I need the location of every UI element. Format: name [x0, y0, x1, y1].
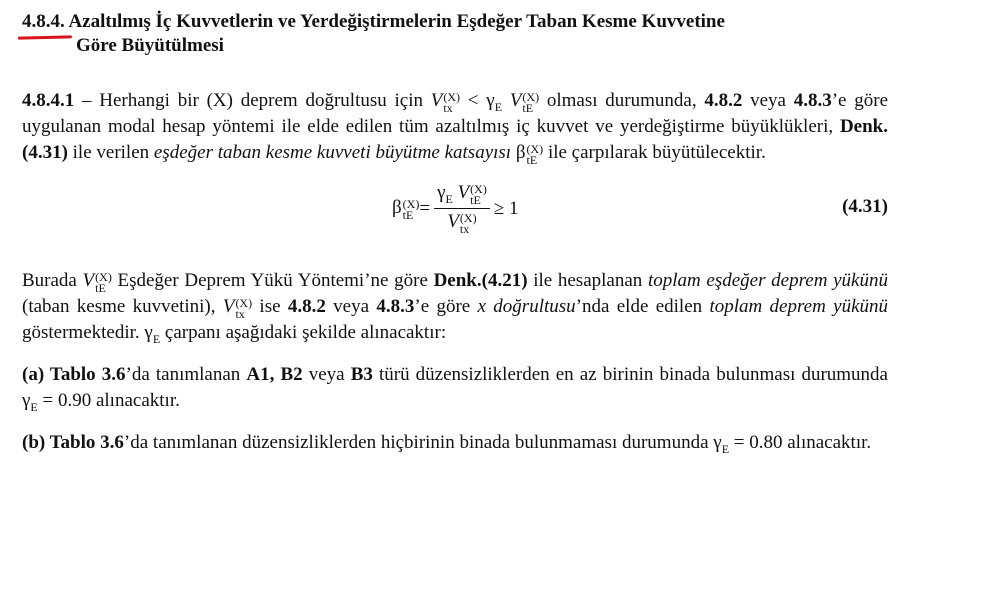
symbol-gamma-e: $\gamma_E$ [22, 390, 38, 414]
section-title-line1: Azaltılmış İç Kuvvetlerin ve Yerdeğiştirmelerin Eşdeğer Taban Kesme Kuvvetine [68, 11, 725, 32]
symbol-gamma-e: $\gamma_E$ [713, 432, 730, 456]
italic-term: x doğrultusu [477, 296, 576, 317]
eq-numerator: $\gamma_E$ V (X) tE [434, 182, 490, 209]
ref-denk-4-31: Denk.(4.31) [22, 116, 888, 163]
ref-denk-4-21: Denk.(4.21) [433, 270, 528, 291]
value-0-80: = 0.80 [729, 432, 783, 453]
italic-term: toplam eşdeğer deprem yükünü [647, 270, 888, 291]
italic-term: toplam deprem yükünü [709, 296, 889, 317]
paragraph-number: 4.8.4.1 [22, 90, 75, 111]
paragraph-4-8-4-1: 4.8.4.1 – Herhangi bir (X) deprem doğrultusu için V (X) tx < $\gamma_E$ V (X) tE olması durumunda, 4.8.2 veya 4.8.3’e göre uygulanan modal hesap yöntemi ile elde edilen tüm azaltılmış iç kuvvet ve yerdeğiştirme büyüklükleri, Denk.(4.31) ile verilen eşdeğer taban kesme kuvveti büyütme katsayısı β (X) tE ile çarpılarak büyütülecektir. [22, 90, 889, 167]
item-a: (a) Tablo 3.6’da tanımlanan A1, B2 veya B3 türü düzensizliklerden en az birinin binada bulunması durumunda $\gamma_E = 0.90$ alınacaktır. [22, 364, 888, 414]
symbol-gamma-e: $\gamma_E$ [144, 322, 161, 346]
paragraph-burada: Burada V (X) tE Eşdeğer Deprem Yükü Yöntemi’ne göre Denk.(4.21) ile hesaplanan toplam eşdeğer deprem yükünü (taban kesme kuvvetini), V (X) tx ise 4.8.2 veya 4.8.3’e göre x doğrultusu’nda elde edilen toplam deprem yükünü göstermektedir. $\gamma_E$ çarpanı aşağıdaki şekilde alınacaktır: [22, 270, 889, 346]
symbol-beta-te: β (X) tE [515, 142, 544, 167]
eq-denominator: V (X) tx [447, 211, 477, 236]
symbol-v-te: V (X) tE [82, 270, 112, 295]
eq-fraction [434, 182, 490, 235]
equation-4-31 [22, 178, 888, 244]
symbol-v-tx: V (X) tx [222, 296, 253, 321]
item-label: (b) Tablo 3.6 [22, 432, 124, 453]
ref-4-8-2: 4.8.2 [287, 296, 326, 317]
section-title-line2: Göre Büyütülmesi [76, 35, 224, 56]
ref-4-8-2: 4.8.2 [704, 90, 743, 111]
item-b: (b) Tablo 3.6’da tanımlanan düzensizliklerden hiçbirinin binada bulunmaması durumunda $\gamma_E = 0.80$ alınacaktır. [22, 432, 872, 456]
symbol-v-te: V (X) tE [509, 90, 540, 115]
equation-body: β (X) tE = $\gamma_E$ V (X) tE V (X) tx ≥ 1 [392, 182, 519, 236]
symbol-v-tx: V (X) tx [430, 90, 461, 115]
eq-beta: β (X) tE [392, 196, 420, 222]
item-label: (a) Tablo 3.6 [22, 364, 126, 385]
symbol-gamma-e: $\gamma_E$ [486, 90, 503, 114]
ref-4-8-3: 4.8.3 [793, 90, 832, 111]
section-heading [22, 10, 888, 58]
value-0-90: = 0.90 [37, 390, 92, 411]
equation-number: (4.31) [842, 196, 888, 217]
section-number: 4.8.4. [22, 11, 65, 32]
italic-term: eşdeğer taban kesme kuvveti büyütme katsayısı [153, 142, 512, 163]
document-page [22, 0, 888, 456]
ref-4-8-3: 4.8.3 [376, 296, 415, 317]
